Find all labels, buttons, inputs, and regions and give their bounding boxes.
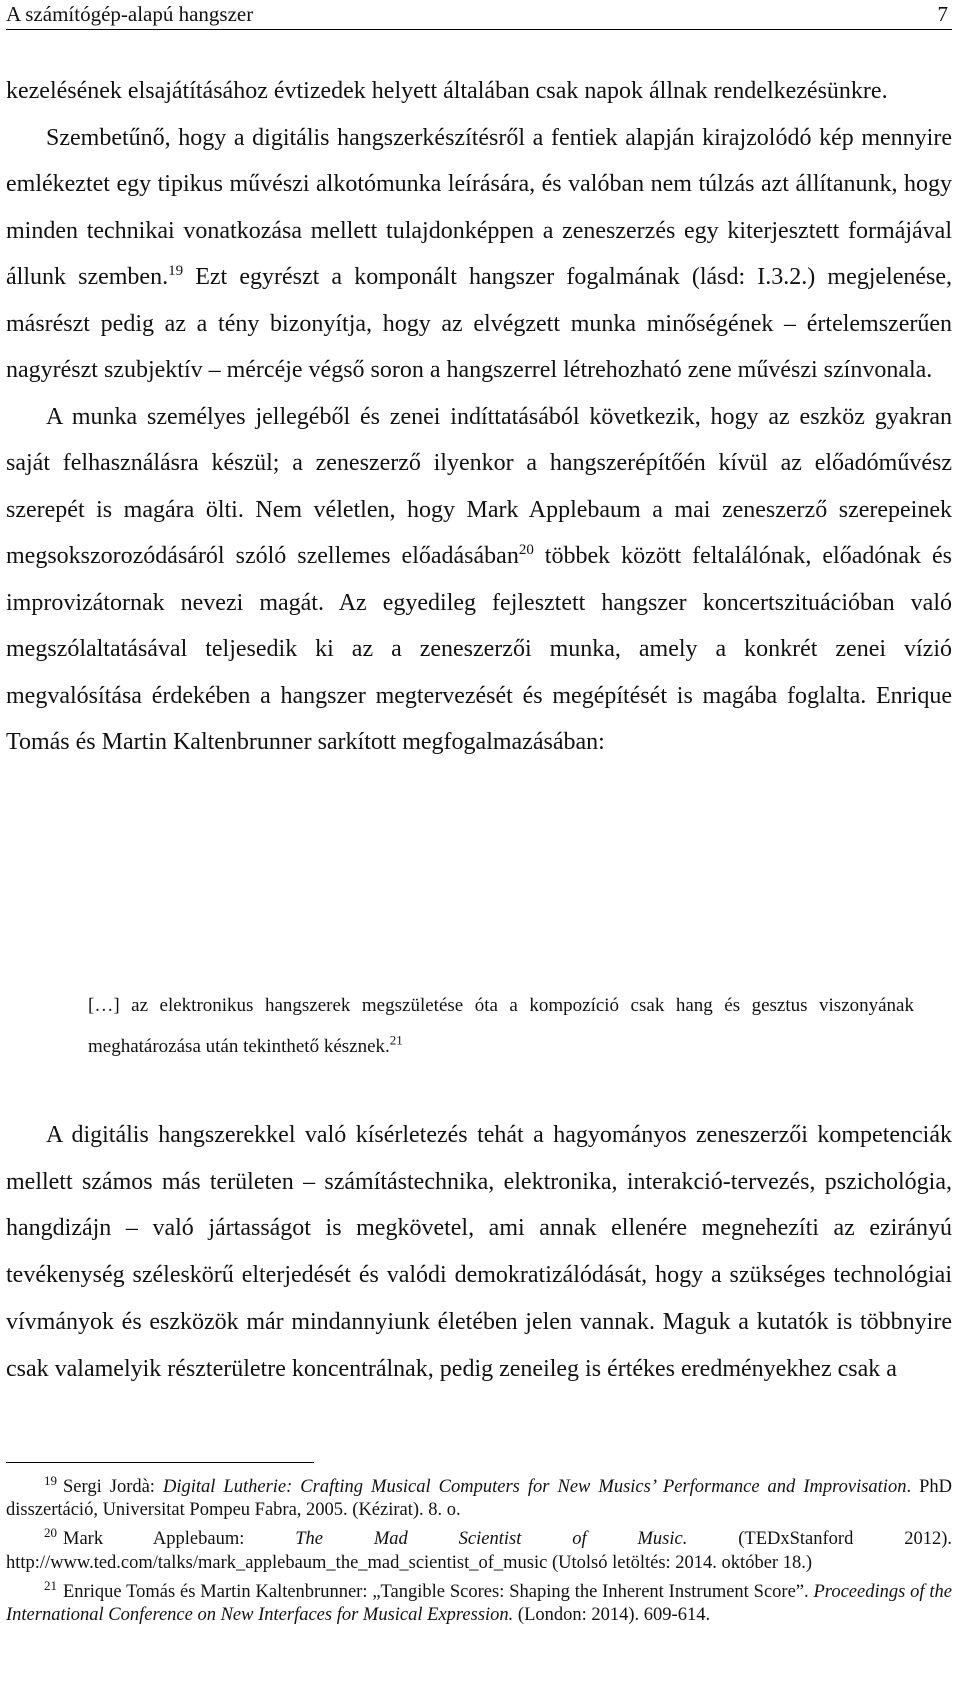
footnote-ref-21[interactable]: 21 [389, 1032, 403, 1048]
footnote-ref-19[interactable]: 19 [168, 263, 184, 279]
page-number: 7 [937, 2, 948, 26]
footnotes [6, 1472, 953, 1633]
footnote-21 [6, 1577, 953, 1627]
footnote-number: 21 [44, 1577, 57, 1593]
running-header-title: A számítógép-alapú hangszer [6, 2, 254, 26]
running-header [6, 0, 952, 30]
footnote-text: (London: 2014). 609-614. [513, 1605, 711, 1626]
paragraph-2 [6, 115, 952, 394]
paragraph-3-part2: többek között feltalálónak, előadónak és improvizátornak nevezi magát. Az egyedileg fejlesztett hangszer koncertszituációban való megszólaltatásával teljesedik ki az a zeneszerzői munka, amely a konkrét zenei vízió megvalósítása érdekében a hangszer megtervezését és megépítését is magába foglalta. Enrique Tomás és Martin Kaltenbrunner sarkított megfogalmazásában: [6, 543, 952, 755]
footnote-title: Digital Lutherie: Crafting Musical Computers for New Musics’ Performance and Improvisation [162, 1477, 907, 1497]
footnote-20 [6, 1525, 952, 1574]
block-quote [88, 985, 914, 1067]
block-quote-text: […] az elektronikus hangszerek megszületése óta a kompozíció csak hang és gesztus viszonyának meghatározása után tekinthető késznek. [88, 995, 914, 1057]
footnote-text: Enrique Tomás és Martin Kaltenbrunner: „Tangible Scores: Shaping the Inherent Instrument Score”. [63, 1581, 814, 1602]
footnote-text: Mark Applebaum: [63, 1529, 296, 1550]
footnote-title: The Mad Scientist of Music. [295, 1529, 688, 1550]
footnote-text: . PhD disszertáció, Universitat Pompeu Fabra, 2005. (Kézirat). 8. o. [6, 1477, 952, 1521]
footnote-number: 20 [44, 1525, 57, 1541]
paragraph-3 [6, 394, 952, 766]
footnote-separator [6, 1462, 314, 1463]
main-text-top [6, 68, 952, 766]
footnote-19 [6, 1472, 952, 1522]
paragraph-2-part2: Ezt egyrészt a komponált hangszer fogalmának (lásd: I.3.2.) megjelenése, másrészt pedig az a tény bizonyítja, hogy az elvégzett munka minőségének – értelemszerűen nagyrészt szubjektív – mércéje végső soron a hangszerrel létrehozható zene művészi színvonala. [6, 264, 953, 383]
paragraph-2-part1: Szembetűnő, hogy a digitális hangszerkészítésről a fentiek alapján kirajzolódó kép mennyire emlékeztet egy tipikus művészi alkotómunka leírására, és valóban nem túlzás azt állítanunk, hogy minden technikai vonatkozása mellett tulajdonképpen a zeneszerzés egy kiterjesztett formájával állunk szemben. [6, 124, 952, 290]
footnote-title: Proceedings of the International Conference on New Interfaces for Musical Expression. [6, 1581, 953, 1626]
footnote-text[interactable]: (TEDxStanford 2012). http://www.ted.com/talks/mark_applebaum_the_mad_scientist_of_music (Utolsó letöltés: 2014. október 18.) [6, 1529, 952, 1573]
footnote-ref-20[interactable]: 20 [518, 542, 534, 558]
footnote-text: Sergi Jordà: [63, 1477, 163, 1497]
footnote-number: 19 [44, 1472, 57, 1488]
paragraph-3-part1: A munka személyes jellegéből és zenei indíttatásából következik, hogy az eszköz gyakran saját felhasználásra készül; a zeneszerző ilyenkor a hangszerépítőén kívül az előadóművész szerepét is magára ölti. Nem véletlen, hogy Mark Applebaum a mai zeneszerző szerepeinek megsokszorozódásáról szóló szellemes előadásában [6, 403, 952, 569]
main-text-bottom [6, 1112, 952, 1392]
paragraph-1: kezelésének elsajátításához évtizedek helyett általában csak napok állnak rendelkezésünkre. [6, 78, 888, 104]
paragraph-4: A digitális hangszerekkel való kísérletezés tehát a hagyományos zeneszerzői kompetenciák mellett számos más területen – számítástechnika, elektronika, interakció-tervezés, pszichológia, hangdizájn – való jártasságot is megkövetel, ami annak ellenére megnehezíti az ezirányú tevékenység széleskörű elterjedését és valódi demokratizálódását, hogy a szükséges technológiai vívmányok és eszközök már mindannyiunk életében jelen vannak. Maguk a kutatók is többnyire csak valamelyik részterületre koncentrálnak, pedig zeneileg is értékes eredményekhez csak a [6, 1122, 952, 1382]
